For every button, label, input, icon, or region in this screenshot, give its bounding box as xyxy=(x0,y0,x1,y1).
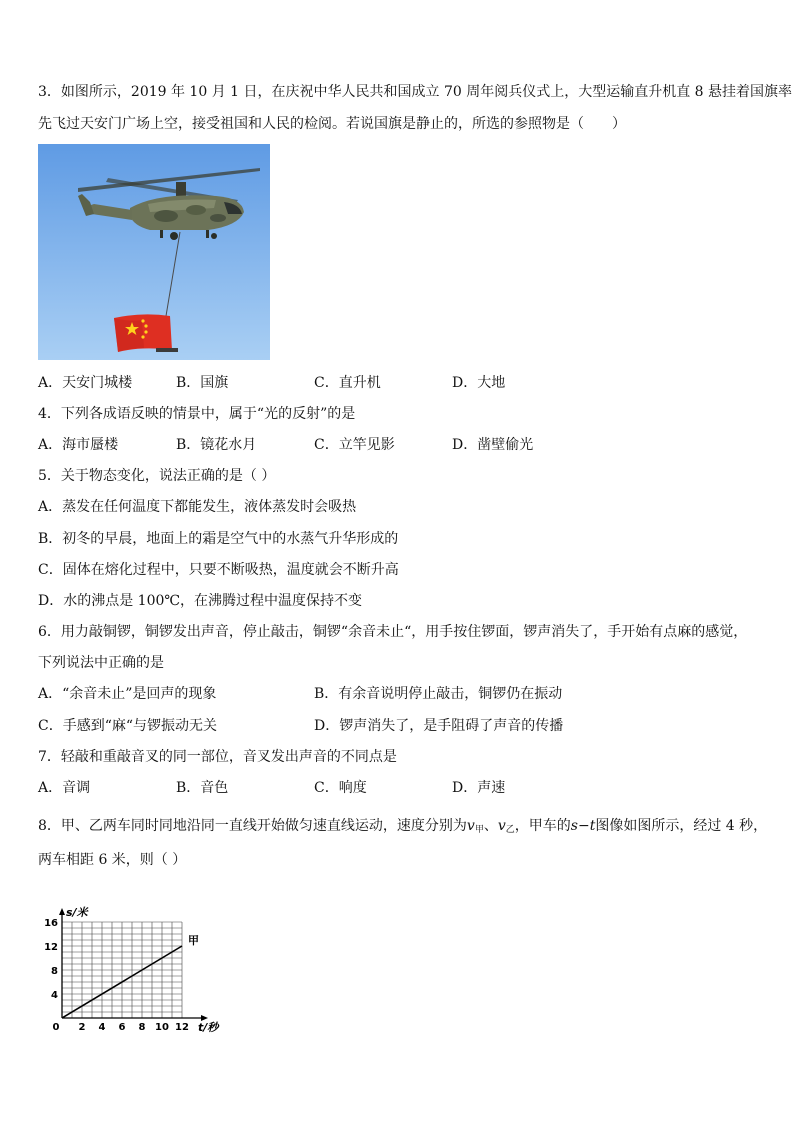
helicopter-flag-illustration xyxy=(38,144,270,360)
v-symbol: v xyxy=(497,818,506,834)
q4-stem: 4．下列各成语反映的情景中，属于“光的反射”的是 xyxy=(38,406,356,422)
velocity-symbol-yi xyxy=(498,818,515,834)
y-tick-label: 12 xyxy=(44,942,58,953)
helicopter-flag-photo xyxy=(38,144,270,360)
q4-option-d: D．凿壁偷光 xyxy=(452,437,534,453)
q8-stem-part-c: 图像如图所示，经过 4 秒， xyxy=(595,818,768,834)
x-tick-label: 10 xyxy=(155,1022,169,1033)
x-tick-label: 0 xyxy=(52,1022,60,1033)
q7-option-c: C．响度 xyxy=(314,780,367,796)
q6-option-a: A．“余音未止”是回声的现象 xyxy=(38,686,217,702)
q3-stem-line2: 先飞过天安门广场上空，接受祖国和人民的检阅。若说国旗是静止的，所选的参照物是（ ） xyxy=(38,116,626,132)
q6-stem-line2: 下列说法中正确的是 xyxy=(38,655,164,671)
q3-option-a: A．天安门城楼 xyxy=(38,375,133,391)
q3-option-d: D．大地 xyxy=(452,375,506,391)
q7-option-a: A．音调 xyxy=(38,780,91,796)
q5-option-b: B．初冬的早晨，地面上的霜是空气中的水蒸气升华形成的 xyxy=(38,531,399,547)
q3-stem-line1: 3．如图所示，2019 年 10 月 1 日，在庆祝中华人民共和国成立 70 周年阅兵仪式上，大型运输直升机直 8 悬挂着国旗率 xyxy=(38,84,793,100)
s-t-graph xyxy=(38,882,234,1034)
x-tick-label: 4 xyxy=(98,1022,106,1033)
subscript-yi: 乙 xyxy=(505,825,515,835)
subscript-jia: 甲 xyxy=(474,825,484,835)
q6-option-b: B．有余音说明停止敲击，铜锣仍在振动 xyxy=(314,686,563,702)
q6-option-d: D．锣声消失了，是手阻碍了声音的传播 xyxy=(314,718,564,734)
x-tick-label: 2 xyxy=(78,1022,86,1033)
q8-stem-line1 xyxy=(38,818,767,838)
q4-option-c: C．立竿见影 xyxy=(314,437,395,453)
q8-stem-part-b: ，甲车的 xyxy=(514,818,571,834)
s-t-chart-svg xyxy=(38,882,234,1034)
series-label-jia: 甲 xyxy=(188,934,199,947)
x-tick-label: 8 xyxy=(138,1022,146,1033)
velocity-symbol-jia xyxy=(467,818,484,834)
q5-option-c: C．固体在熔化过程中，只要不断吸热，温度就会不断升高 xyxy=(38,562,399,578)
x-axis-label: t/秒 xyxy=(198,1021,219,1034)
y-axis-arrow xyxy=(59,908,65,915)
q7-option-b: B．音色 xyxy=(176,780,229,796)
q5-stem: 5．关于物态变化，说法正确的是（ ） xyxy=(38,468,276,484)
q6-option-c: C．手感到“麻“与锣振动无关 xyxy=(38,718,218,734)
separator: 、 xyxy=(483,818,498,834)
q3-option-c: C．直升机 xyxy=(314,375,381,391)
q7-option-d: D．声速 xyxy=(452,780,506,796)
y-axis-label: s/米 xyxy=(66,906,88,919)
q8-stem-part-a: 8．甲、乙两车同时同地沿同一直线开始做匀速直线运动，速度分别为 xyxy=(38,818,467,834)
y-tick-label: 4 xyxy=(51,990,58,1001)
chart-grid xyxy=(62,922,182,1018)
y-tick-label: 16 xyxy=(44,918,58,929)
q4-option-b: B．镜花水月 xyxy=(176,437,257,453)
s-t-symbol: s−t xyxy=(570,818,596,834)
y-tick-label: 8 xyxy=(51,966,58,977)
q5-option-d: D．水的沸点是 100℃，在沸腾过程中温度保持不变 xyxy=(38,593,363,609)
q4-option-a: A．海市蜃楼 xyxy=(38,437,119,453)
x-tick-label: 6 xyxy=(118,1022,126,1033)
q7-stem: 7．轻敲和重敲音叉的同一部位，音叉发出声音的不同点是 xyxy=(38,749,397,765)
chart-axes xyxy=(59,908,208,1021)
x-tick-label: 12 xyxy=(175,1022,189,1033)
q5-option-a: A．蒸发在任何温度下都能发生，液体蒸发时会吸热 xyxy=(38,499,357,515)
q3-option-b: B．国旗 xyxy=(176,375,229,391)
q8-stem-line2: 两车相距 6 米，则（ ） xyxy=(38,852,187,868)
v-symbol: v xyxy=(466,818,475,834)
q6-stem-line1: 6．用力敲铜锣，铜锣发出声音，停止敲击，铜锣“余音未止“，用手按住锣面，锣声消失了，手开始有点麻的感觉， xyxy=(38,624,748,640)
